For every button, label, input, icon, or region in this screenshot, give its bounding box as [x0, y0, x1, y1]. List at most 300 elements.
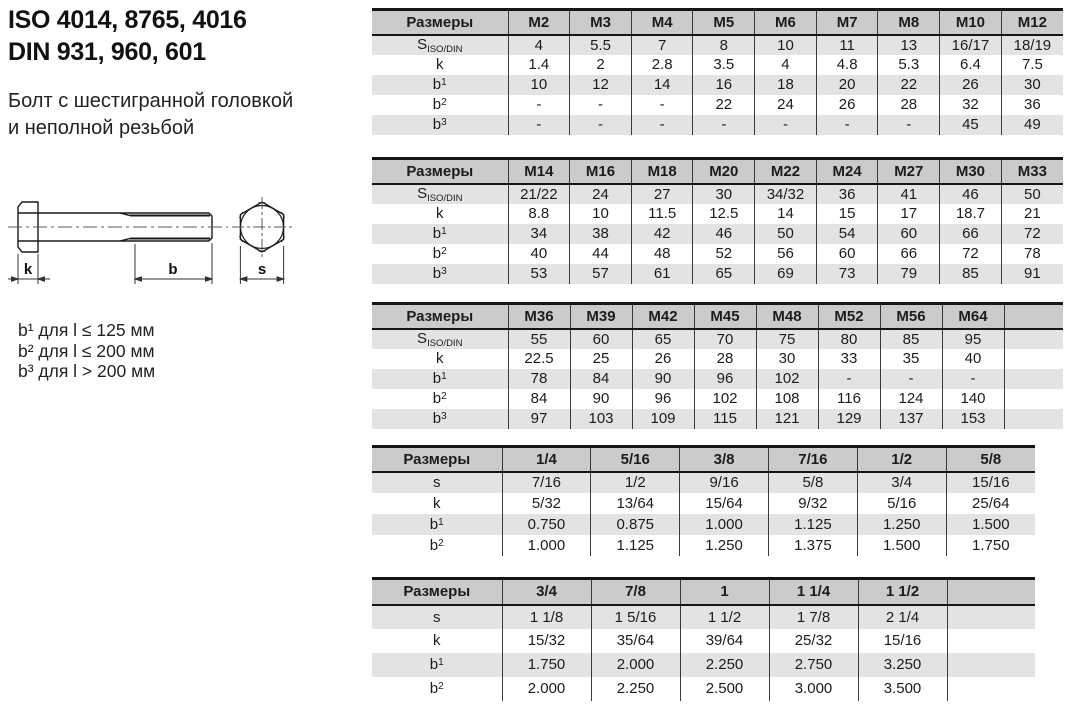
value-cell: 109 [632, 409, 694, 429]
column-header: 5/8 [946, 447, 1035, 472]
value-cell: 22.5 [508, 349, 570, 369]
value-cell: 5.3 [878, 55, 940, 75]
value-cell: 30 [1001, 75, 1063, 95]
row-label [372, 514, 502, 535]
row-label-superscript: 1 [441, 77, 447, 88]
table-row [372, 349, 1063, 369]
column-header: 7/8 [591, 579, 680, 605]
row-label-text: b [432, 76, 442, 93]
column-header [1004, 304, 1063, 329]
value-cell: 28 [694, 349, 756, 369]
value-cell: 65 [693, 264, 755, 284]
value-cell: 140 [942, 389, 1004, 409]
value-cell: 5.5 [570, 35, 632, 55]
value-cell: 15 [816, 204, 878, 224]
value-cell: 24 [755, 95, 817, 115]
value-cell: 36 [816, 184, 878, 204]
row-label-text: s [433, 474, 441, 491]
value-cell: 2.8 [631, 55, 693, 75]
row-label-text: b [429, 680, 439, 697]
column-header: M4 [631, 10, 693, 35]
value-cell: 35 [880, 349, 942, 369]
value-cell: - [693, 115, 755, 135]
value-cell: 75 [756, 329, 818, 349]
row-label-text: b [429, 515, 439, 533]
table-row [372, 75, 1063, 95]
value-cell: 11.5 [631, 204, 693, 224]
left-panel [8, 0, 368, 720]
value-cell: 33 [818, 349, 880, 369]
table-row [372, 389, 1063, 409]
value-cell: 61 [631, 264, 693, 284]
row-label-superscript: 1 [438, 657, 444, 668]
value-cell: - [880, 369, 942, 389]
row-header-title: Размеры [372, 304, 508, 329]
column-header: 1 [680, 579, 769, 605]
value-cell: 103 [570, 409, 632, 429]
row-label-superscript: 1 [441, 226, 447, 237]
row-label [372, 605, 502, 629]
value-cell: 15/16 [858, 629, 947, 653]
row-label [372, 653, 502, 677]
row-label [372, 244, 508, 264]
row-label-text: b [432, 410, 442, 427]
value-cell: 2 1/4 [858, 605, 947, 629]
value-cell: 1.4 [508, 55, 570, 75]
value-cell: 48 [631, 244, 693, 264]
value-cell: 24 [570, 184, 632, 204]
column-header: 1 1/2 [858, 579, 947, 605]
row-label-text: b [432, 390, 442, 407]
row-header-title: Размеры [372, 10, 508, 35]
value-cell: 39/64 [680, 629, 769, 653]
value-cell [947, 629, 1035, 653]
value-cell: 65 [632, 329, 694, 349]
value-cell: 3.000 [769, 677, 858, 701]
column-header: M5 [693, 10, 755, 35]
row-label-text: k [433, 494, 441, 512]
value-cell: 54 [816, 224, 878, 244]
row-label-text: S [417, 329, 428, 347]
value-cell: 1 1/8 [502, 605, 591, 629]
value-cell: 38 [570, 224, 632, 244]
column-header: M33 [1001, 159, 1063, 184]
value-cell: - [570, 115, 632, 135]
row-label-text: b [432, 116, 442, 133]
value-cell: 46 [693, 224, 755, 244]
value-cell: - [818, 369, 880, 389]
description-line-2: и неполной резьбой [8, 117, 195, 139]
value-cell: 26 [940, 75, 1002, 95]
value-cell: 1.750 [946, 535, 1035, 556]
value-cell: 73 [816, 264, 878, 284]
row-label [372, 204, 508, 224]
value-cell: 10 [570, 204, 632, 224]
value-cell: 1.500 [857, 535, 946, 556]
column-header: 3/8 [680, 447, 769, 472]
value-cell: 18.7 [940, 204, 1002, 224]
row-label-text: b [432, 225, 442, 242]
table-row [372, 35, 1063, 55]
value-cell: 45 [940, 115, 1002, 135]
row-label [372, 349, 508, 369]
value-cell: 116 [818, 389, 880, 409]
value-cell: 20 [816, 75, 878, 95]
value-cell: 8 [693, 35, 755, 55]
column-header: M3 [570, 10, 632, 35]
dimension-lines [8, 243, 284, 284]
row-label-superscript: 3 [441, 266, 447, 277]
value-cell: 15/32 [502, 629, 591, 653]
value-cell: 49 [1001, 115, 1063, 135]
value-cell: - [508, 115, 570, 135]
value-cell: 12 [570, 75, 632, 95]
value-cell: 1.250 [680, 535, 769, 556]
table-row [372, 514, 1035, 535]
value-cell: 21/22 [508, 184, 570, 204]
value-cell: 4 [508, 35, 570, 55]
value-cell: 85 [940, 264, 1002, 284]
column-header: M45 [694, 304, 756, 329]
value-cell: 72 [940, 244, 1002, 264]
value-cell: 53 [508, 264, 570, 284]
value-cell: 15/64 [680, 493, 769, 514]
value-cell: 70 [694, 329, 756, 349]
value-cell: 0.875 [591, 514, 680, 535]
row-label-text: s [433, 608, 441, 626]
value-cell: 56 [755, 244, 817, 264]
row-label-text: b [432, 370, 442, 387]
row-label-text: b [429, 536, 439, 554]
value-cell: 66 [878, 244, 940, 264]
value-cell: 1.000 [680, 514, 769, 535]
value-cell: 91 [1001, 264, 1063, 284]
table-row [372, 535, 1035, 556]
note-b3: b³ для l > 200 мм [18, 361, 156, 381]
row-label [372, 115, 508, 135]
row-label [372, 629, 502, 653]
value-cell: - [631, 115, 693, 135]
dimensions-table-2 [372, 157, 1063, 284]
row-label [372, 264, 508, 284]
table-row [372, 55, 1063, 75]
row-header-title: Размеры [372, 579, 502, 605]
row-label-text: k [436, 56, 444, 73]
standards-title [8, 4, 247, 68]
value-cell [1004, 329, 1063, 349]
value-cell: 115 [694, 409, 756, 429]
column-header: M52 [818, 304, 880, 329]
column-header: M42 [632, 304, 694, 329]
row-label [372, 677, 502, 701]
value-cell: 40 [508, 244, 570, 264]
row-label-text: S [417, 35, 428, 53]
value-cell: 5/8 [768, 472, 857, 493]
value-cell: 13/64 [591, 493, 680, 514]
value-cell: 57 [570, 264, 632, 284]
value-cell: 78 [1001, 244, 1063, 264]
column-header: M39 [570, 304, 632, 329]
value-cell: 18/19 [1001, 35, 1063, 55]
column-header: M18 [631, 159, 693, 184]
column-header: M36 [508, 304, 570, 329]
column-header: M16 [570, 159, 632, 184]
table-row [372, 115, 1063, 135]
value-cell: 1.500 [946, 514, 1035, 535]
value-cell: 2.000 [591, 653, 680, 677]
value-cell [1004, 409, 1063, 429]
value-cell: 60 [816, 244, 878, 264]
value-cell: 55 [508, 329, 570, 349]
value-cell: 50 [755, 224, 817, 244]
column-header: M10 [940, 10, 1002, 35]
dimension-label-s: s [257, 261, 267, 278]
value-cell: 79 [878, 264, 940, 284]
row-label-subscript: ISO/DIN [427, 192, 463, 204]
value-cell [947, 605, 1035, 629]
value-cell: 1.750 [502, 653, 591, 677]
dimension-label-k: k [23, 261, 33, 278]
value-cell: 21 [1001, 204, 1063, 224]
value-cell [947, 677, 1035, 701]
dimensions-table-5 [372, 577, 1035, 701]
value-cell: 22 [693, 95, 755, 115]
column-header: M2 [508, 10, 570, 35]
row-label-subscript: ISO/DIN [427, 43, 463, 55]
column-header: M56 [880, 304, 942, 329]
value-cell: 108 [756, 389, 818, 409]
value-cell: 1 7/8 [769, 605, 858, 629]
row-label-superscript: 3 [441, 411, 447, 422]
product-description [8, 88, 293, 142]
value-cell: 90 [632, 369, 694, 389]
description-line-1: Болт с шестигранной головкой [8, 90, 294, 112]
row-label-superscript: 2 [441, 246, 447, 257]
value-cell: 102 [694, 389, 756, 409]
value-cell: 16 [693, 75, 755, 95]
value-cell: 121 [756, 409, 818, 429]
row-label-superscript: 2 [438, 537, 444, 549]
row-label [372, 409, 508, 429]
table-row [372, 329, 1063, 349]
row-label-superscript: 3 [441, 117, 447, 128]
value-cell [1004, 349, 1063, 369]
table-row [372, 224, 1063, 244]
value-cell: 4 [755, 55, 817, 75]
value-cell: 10 [755, 35, 817, 55]
column-header: M6 [755, 10, 817, 35]
row-label-text: b [429, 656, 439, 673]
value-cell: 84 [570, 369, 632, 389]
value-cell: - [570, 95, 632, 115]
row-label-superscript: 2 [438, 681, 444, 692]
row-label [372, 55, 508, 75]
value-cell: 34/32 [755, 184, 817, 204]
value-cell: 84 [508, 389, 570, 409]
value-cell: 102 [756, 369, 818, 389]
value-cell: 97 [508, 409, 570, 429]
value-cell: 3/4 [857, 472, 946, 493]
value-cell: 1 1/2 [680, 605, 769, 629]
row-label-text: k [433, 632, 441, 649]
value-cell: 1 5/16 [591, 605, 680, 629]
value-cell: - [816, 115, 878, 135]
value-cell: - [508, 95, 570, 115]
value-cell: 42 [631, 224, 693, 244]
value-cell: 7/16 [502, 472, 591, 493]
value-cell: 96 [694, 369, 756, 389]
value-cell: 3.5 [693, 55, 755, 75]
value-cell: 8.8 [508, 204, 570, 224]
value-cell: 2.250 [680, 653, 769, 677]
row-label [372, 329, 508, 349]
column-header [947, 579, 1035, 605]
dimensions-table-1 [372, 8, 1063, 135]
value-cell: 1.000 [502, 535, 591, 556]
column-header: M8 [878, 10, 940, 35]
dimensions-table-4 [372, 445, 1035, 556]
value-cell: 17 [878, 204, 940, 224]
note-b2: b² для l ≤ 200 мм [18, 340, 155, 361]
value-cell: 16/17 [940, 35, 1002, 55]
value-cell: 3.500 [858, 677, 947, 701]
value-cell: 7 [631, 35, 693, 55]
value-cell: 52 [693, 244, 755, 264]
column-header: M7 [816, 10, 878, 35]
value-cell: 137 [880, 409, 942, 429]
din-standards-line: DIN 931, 960, 601 [8, 38, 206, 66]
table-row [372, 493, 1035, 514]
value-cell: - [942, 369, 1004, 389]
row-header-title: Размеры [372, 159, 508, 184]
row-label [372, 472, 502, 493]
value-cell: 1.125 [768, 514, 857, 535]
value-cell: 35/64 [591, 629, 680, 653]
value-cell [947, 653, 1035, 677]
row-label [372, 389, 508, 409]
value-cell: 25/64 [946, 493, 1035, 514]
value-cell: 4.8 [816, 55, 878, 75]
value-cell: 69 [755, 264, 817, 284]
value-cell: 9/16 [680, 472, 769, 493]
column-header: M22 [755, 159, 817, 184]
table-row [372, 244, 1063, 264]
value-cell: 0.750 [502, 514, 591, 535]
value-cell: 14 [755, 204, 817, 224]
value-cell: 6.4 [940, 55, 1002, 75]
column-header: M20 [693, 159, 755, 184]
value-cell: 46 [940, 184, 1002, 204]
value-cell: - [631, 95, 693, 115]
value-cell: 7.5 [1001, 55, 1063, 75]
column-header: 1/2 [857, 447, 946, 472]
bolt-technical-drawing [8, 190, 368, 308]
value-cell: 34 [508, 224, 570, 244]
value-cell: 96 [632, 389, 694, 409]
value-cell: 60 [570, 329, 632, 349]
value-cell: 1.250 [857, 514, 946, 535]
value-cell: 15/16 [946, 472, 1035, 493]
thread-length-notes [18, 320, 155, 382]
table-row [372, 264, 1063, 284]
value-cell: 18 [755, 75, 817, 95]
value-cell: 2.750 [769, 653, 858, 677]
column-header: M12 [1001, 10, 1063, 35]
row-label-text: b [432, 265, 442, 282]
value-cell: 14 [631, 75, 693, 95]
value-cell: 60 [878, 224, 940, 244]
row-label [372, 95, 508, 115]
row-label-superscript: 1 [438, 516, 444, 528]
value-cell: 44 [570, 244, 632, 264]
table-row [372, 369, 1063, 389]
table-row [372, 409, 1063, 429]
value-cell: 3.250 [858, 653, 947, 677]
value-cell: 30 [756, 349, 818, 369]
row-label [372, 535, 502, 556]
value-cell: 12.5 [693, 204, 755, 224]
column-header: 5/16 [591, 447, 680, 472]
value-cell: 2 [570, 55, 632, 75]
value-cell: 90 [570, 389, 632, 409]
row-label-superscript: 2 [441, 97, 447, 108]
value-cell: 1/2 [591, 472, 680, 493]
row-label-text: k [436, 205, 444, 222]
dimensions-table-3 [372, 302, 1063, 429]
value-cell: 25/32 [769, 629, 858, 653]
row-label [372, 184, 508, 204]
column-header: 1/4 [502, 447, 591, 472]
value-cell: 25 [570, 349, 632, 369]
value-cell: - [755, 115, 817, 135]
row-label-text: S [417, 184, 428, 202]
column-header: M27 [878, 159, 940, 184]
row-header-title: Размеры [372, 447, 502, 472]
value-cell: - [878, 115, 940, 135]
table-row [372, 204, 1063, 224]
value-cell: 2.500 [680, 677, 769, 701]
value-cell: 50 [1001, 184, 1063, 204]
column-header: M30 [940, 159, 1002, 184]
iso-standards-line: ISO 4014, 8765, 4016 [8, 6, 247, 34]
row-label-subscript: ISO/DIN [427, 337, 463, 349]
value-cell: 80 [818, 329, 880, 349]
row-label [372, 35, 508, 55]
value-cell: 1.375 [768, 535, 857, 556]
value-cell: 9/32 [768, 493, 857, 514]
value-cell: 10 [508, 75, 570, 95]
value-cell: 11 [816, 35, 878, 55]
value-cell: 22 [878, 75, 940, 95]
value-cell: 28 [878, 95, 940, 115]
column-header: 1 1/4 [769, 579, 858, 605]
dimension-label-b: b [168, 261, 178, 278]
value-cell: 40 [942, 349, 1004, 369]
value-cell [1004, 389, 1063, 409]
row-label [372, 75, 508, 95]
value-cell: 1.125 [591, 535, 680, 556]
row-label-superscript: 2 [441, 391, 447, 402]
table-row [372, 95, 1063, 115]
table-row [372, 605, 1035, 629]
column-header: M64 [942, 304, 1004, 329]
value-cell: 66 [940, 224, 1002, 244]
row-label [372, 224, 508, 244]
value-cell: 27 [631, 184, 693, 204]
value-cell: 13 [878, 35, 940, 55]
value-cell: 26 [632, 349, 694, 369]
column-header: 3/4 [502, 579, 591, 605]
